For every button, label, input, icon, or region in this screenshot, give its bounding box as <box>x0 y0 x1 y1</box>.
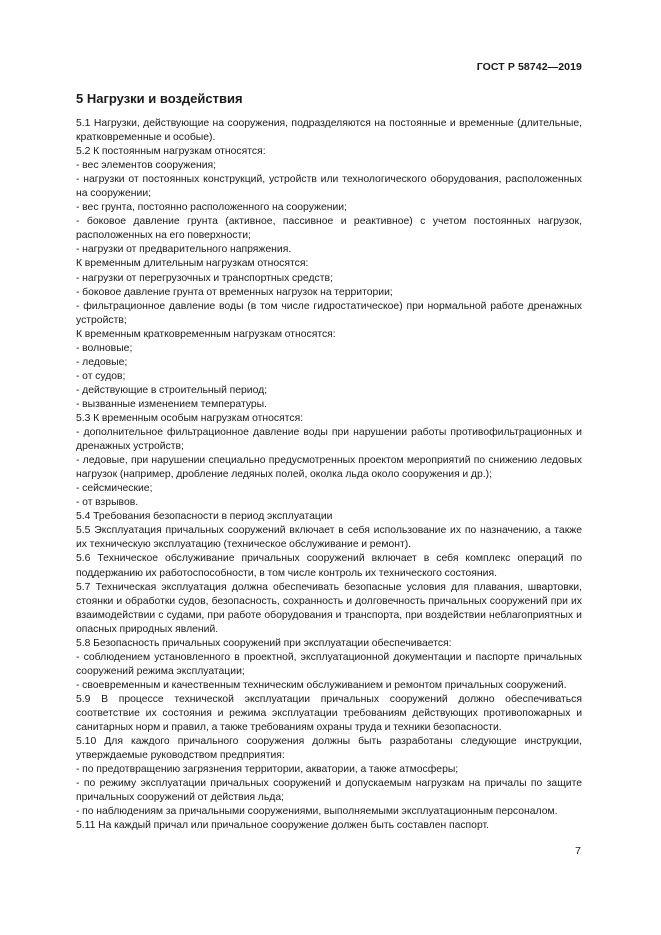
list-item: - дополнительное фильтрационное давление воды при нарушении работы противофильтрационных и дренажных устройств; <box>76 427 582 453</box>
paragraph: 5.7 Техническая эксплуатация должна обеспечивать безопасные условия для плавания, швартовки, стоянки и обработки судов, безопасность, сохранность и долговечность причальных сооружений при их взаимодействии с судами, при работе оборудования и транспорта, при воздействии неблагоприятных и опасных природных явлений. <box>76 581 582 635</box>
list-item: - по наблюдениям за причальными сооружениями, выполняемыми эксплуатационным персоналом. <box>76 806 558 818</box>
list-item: - вес грунта, постоянно расположенного на сооружении; <box>76 202 347 214</box>
body-text <box>76 117 582 833</box>
paragraph: 5.6 Техническое обслуживание причальных сооружений включает в себя комплекс операций по поддержанию их работоспособности, в том числе контроль их технического состояния. <box>76 553 582 579</box>
page-number: 7 <box>575 845 581 857</box>
list-item: - боковое давление грунта от временных нагрузок на территории; <box>76 286 393 298</box>
list-item: - своевременным и качественным техническим обслуживанием и ремонтом причальных сооружений. <box>76 679 567 691</box>
paragraph: 5.8 Безопасность причальных сооружений при эксплуатации обеспечивается: <box>76 637 452 649</box>
list-item: - ледовые; <box>76 356 128 368</box>
list-item: - нагрузки от постоянных конструкций, устройств или технологического оборудования, расположенных на сооружении; <box>76 174 582 200</box>
list-item: - нагрузки от перегрузочных и транспортных средств; <box>76 272 333 284</box>
section-title: 5 Нагрузки и воздействия <box>76 91 243 106</box>
paragraph: К временным кратковременным нагрузкам относятся: <box>76 328 336 340</box>
list-item: - вес элементов сооружения; <box>76 160 217 172</box>
list-item: - по предотвращению загрязнения территории, акватории, а также атмосферы; <box>76 764 459 776</box>
paragraph: 5.4 Требования безопасности в период эксплуатации <box>76 511 333 523</box>
paragraph: 5.2 К постоянным нагрузкам относятся: <box>76 146 266 158</box>
list-item: - сейсмические; <box>76 483 153 495</box>
paragraph: 5.1 Нагрузки, действующие на сооружения, подразделяются на постоянные и временные (длительные, кратковременные и особые). <box>76 118 582 144</box>
paragraph: 5.10 Для каждого причального сооружения должны быть разработаны следующие инструкции, утверждаемые руководством предприятия: <box>76 736 582 762</box>
list-item: - от судов; <box>76 370 126 382</box>
paragraph: К временным длительным нагрузкам относятся: <box>76 258 309 270</box>
list-item: - вызванные изменением температуры. <box>76 398 268 410</box>
list-item: - ледовые, при нарушении специально предусмотренных проектом мероприятий по снижению ледовых нагрузок (например, дробление ледяных полей, околка льда около сооружения и др.); <box>76 455 582 481</box>
list-item: - от взрывов. <box>76 497 139 509</box>
document-code: ГОСТ Р 58742—2019 <box>476 61 582 73</box>
paragraph: 5.3 К временным особым нагрузкам относятся: <box>76 412 304 424</box>
list-item: - соблюдением установленного в проектной, эксплуатационной документации и паспорте причальных сооружений режима эксплуатации; <box>76 651 582 677</box>
paragraph: 5.11 На каждый причал или причальное сооружение должен быть составлен паспорт. <box>76 820 489 832</box>
paragraph: 5.5 Эксплуатация причальных сооружений включает в себя использование их по назначению, а также их техническую эксплуатацию (техническое обслуживание и ремонт). <box>76 525 582 551</box>
list-item: - по режиму эксплуатации причальных сооружений и допускаемым нагрузкам на причалы по защите причальных сооружений от действия льда; <box>76 778 582 804</box>
list-item: - нагрузки от предварительного напряжения. <box>76 244 292 256</box>
list-item: - волновые; <box>76 342 133 354</box>
list-item: - фильтрационное давление воды (в том числе гидростатическое) при нормальной работе дренажных устройств; <box>76 300 582 326</box>
list-item: - действующие в строительный период; <box>76 384 268 396</box>
list-item: - боковое давление грунта (активное, пассивное и реактивное) с учетом постоянных нагрузок, расположенных на его поверхности; <box>76 216 582 242</box>
paragraph: 5.9 В процессе технической эксплуатации причальных сооружений должно обеспечиваться соответствие их состояния и режима эксплуатации требованиям действующих противопожарных и санитарных норм и правил, а также требованиям охраны труда и техники безопасности. <box>76 693 582 734</box>
